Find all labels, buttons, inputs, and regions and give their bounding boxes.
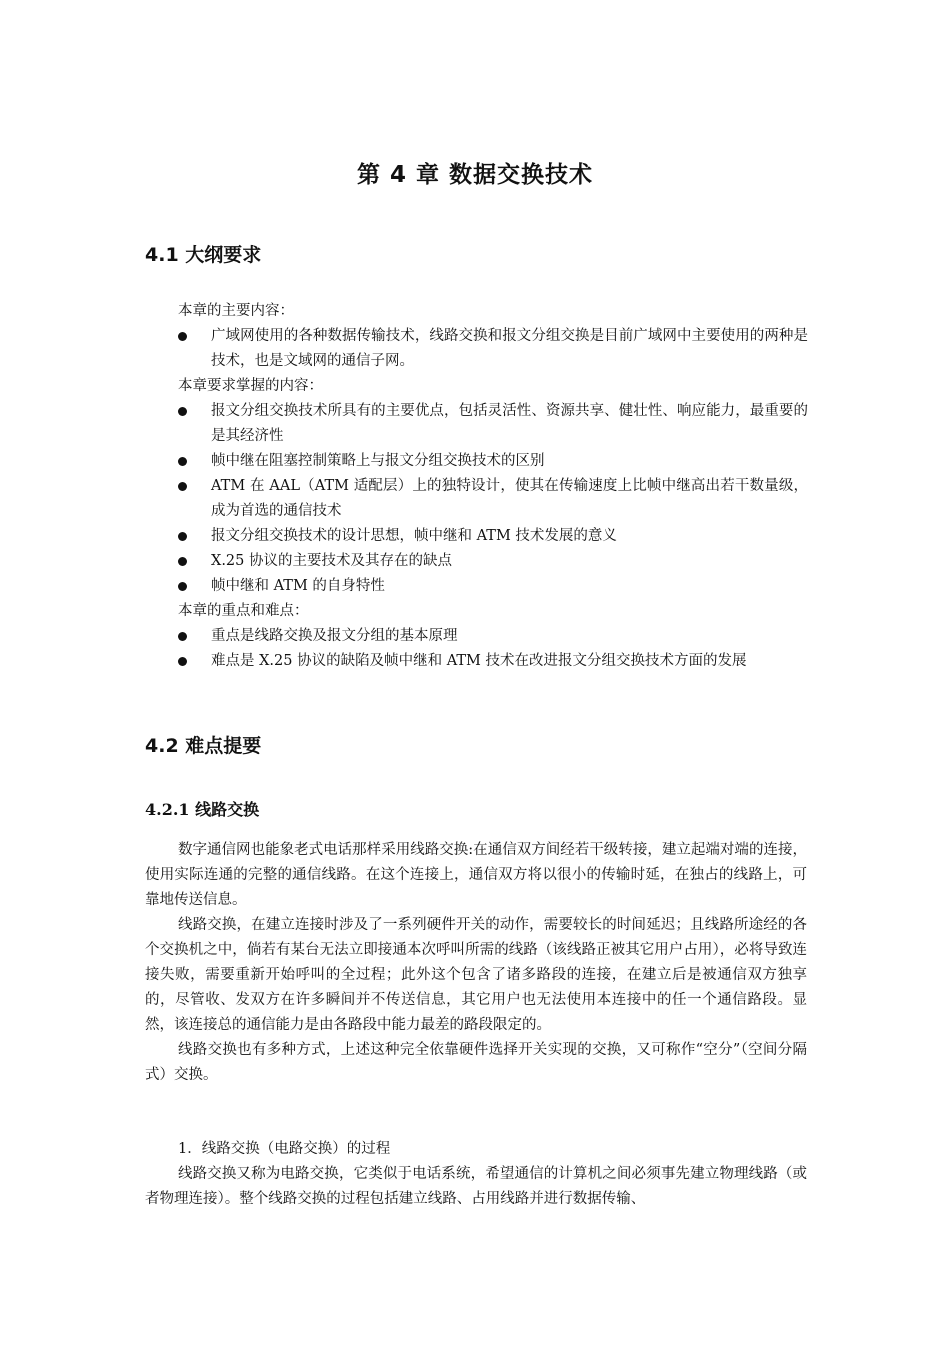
paragraph: 数字通信网也能象老式电话那样采用线路交换:在通信双方间经若干级转接，建立起端对端的连接，使用实际连通的完整的通信线路。在这个连接上，通信双方将以很小的传输时延，在独占的线路上，可靠地传送信息。	[145, 842, 807, 908]
list-item	[178, 624, 808, 649]
bullet-icon	[178, 532, 187, 541]
paragraph: 线路交换，在建立连接时涉及了一系列硬件开关的动作，需要较长的时间延迟；且线路所途经的各个交换机之中，倘若有某台无法立即接通本次呼叫所需的线路（该线路正被其它用户占用），必将导致连接失败，需要重新开始呼叫的全过程；此外这个包含了诸多路段的连接，在建立后是被通信双方独享的，尽管收、发双方在许多瞬间并不传送信息，其它用户也无法使用本连接中的任一个通信路段。显然，该连接总的通信能力是由各路段中能力最差的路段限定的。	[145, 917, 807, 1033]
list-item	[178, 574, 808, 599]
section-heading-4-1: 4.1 大纲要求	[145, 244, 262, 266]
list-item-text: 重点是线路交换及报文分组的基本原理	[211, 628, 458, 644]
syllabus-requirements	[178, 299, 808, 674]
bullet-icon	[178, 457, 187, 466]
main-content-label: 本章的主要内容：	[178, 303, 294, 319]
chapter-title: 第 4 章 数据交换技术	[356, 162, 594, 188]
bullet-icon	[178, 557, 187, 566]
list-item	[178, 449, 808, 474]
paragraph: 线路交换又称为电路交换，它类似于电话系统，希望通信的计算机之间必须事先建立物理线路（或者物理连接）。整个线路交换的过程包括建立线路、占用线路并进行数据传输、	[145, 1166, 807, 1207]
list-item-text: X.25 协议的主要技术及其存在的缺点	[211, 553, 452, 569]
bullet-icon	[178, 482, 187, 491]
list-item-text: ATM 在 AAL（ATM 适配层）上的独特设计，使其在传输速度上比帧中继高出若干数量级，成为首选的通信技术	[211, 478, 808, 519]
mastery-label: 本章要求掌握的内容：	[178, 378, 323, 394]
list-item	[178, 474, 808, 524]
body-text	[145, 838, 807, 1088]
numbered-item-block	[145, 1137, 807, 1212]
list-item	[178, 399, 808, 449]
bullet-icon	[178, 332, 187, 341]
list-item	[178, 649, 808, 674]
bullet-icon	[178, 407, 187, 416]
bullet-icon	[178, 632, 187, 641]
list-item	[178, 524, 808, 549]
list-item-text: 报文分组交换技术的设计思想，帧中继和 ATM 技术发展的意义	[211, 528, 617, 544]
list-item	[178, 324, 808, 374]
bullet-icon	[178, 657, 187, 666]
list-item-text: 帧中继在阻塞控制策略上与报文分组交换技术的区别	[211, 453, 545, 469]
paragraph: 线路交换也有多种方式，上述这种完全依靠硬件选择开关实现的交换，又可称作“空分”（空间分隔式）交换。	[145, 1042, 807, 1083]
list-item-text: 难点是 X.25 协议的缺陷及帧中继和 ATM 技术在改进报文分组交换技术方面的发展	[211, 653, 747, 669]
subsection-heading-4-2-1: 4.2.1 线路交换	[145, 800, 260, 819]
list-item-text: 广域网使用的各种数据传输技术，线路交换和报文分组交换是目前广域网中主要使用的两种是技术，也是文域网的通信子网。	[211, 328, 808, 369]
section-heading-4-2: 4.2 难点提要	[145, 735, 262, 757]
numbered-item-heading: 1．线路交换（电路交换）的过程	[178, 1141, 391, 1157]
key-points-label: 本章的重点和难点：	[178, 603, 309, 619]
list-item-text: 帧中继和 ATM 的自身特性	[211, 578, 385, 594]
list-item-text: 报文分组交换技术所具有的主要优点，包括灵活性、资源共享、健壮性、响应能力，最重要的是其经济性	[211, 403, 808, 444]
list-item	[178, 549, 808, 574]
bullet-icon	[178, 582, 187, 591]
